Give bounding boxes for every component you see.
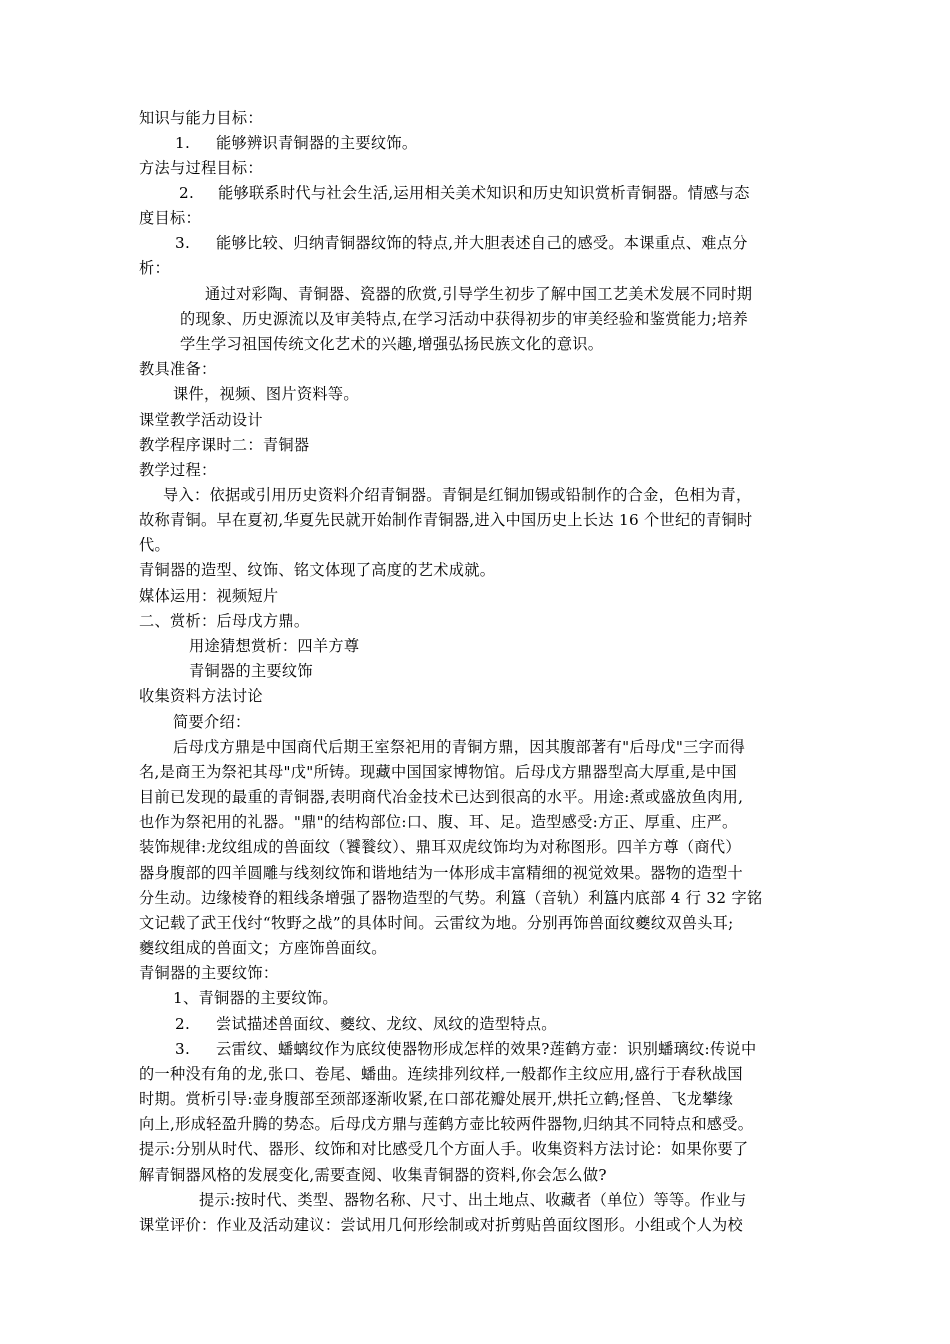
text-line: 尝试描述兽面纹、夔纹、龙纹、凤纹的造型特点。 [216,1015,557,1033]
heading-main-patterns: 青铜器的主要纹饰： [139,964,279,982]
text-line: 课件，视频、图片资料等。 [173,385,359,403]
text-line: 的一种没有角的龙,张口、卷尾、蟠曲。连续排列纹样,一般都作主纹应用,盛行于春秋战国 [139,1065,743,1083]
text-line: 云雷纹、蟠螭纹作为底纹使器物形成怎样的效果?莲鹤方壶：识别蟠璃纹:传说中 [216,1040,757,1058]
text-line: 夔纹组成的兽面文；方座饰兽面纹。 [139,939,387,957]
text-line: 也作为祭祀用的礼器。"鼎"的结构部位:口、腹、耳、足。造型感受:方正、厚重、庄严。 [139,813,738,831]
text-line: 向上,形成轻盈升腾的势态。后母戊方鼎与莲鹤方壶比较两件器物,归纳其不同特点和感受。 [139,1115,754,1133]
text-line: 能够辨识青铜器的主要纹饰。 [216,134,418,152]
text-line: 收集资料方法讨论 [139,687,263,705]
list-number: 1. [175,134,191,152]
text-line: 通过对彩陶、青铜器、瓷器的欣赏,引导学生初步了解中国工艺美术发展不同时期 [205,285,753,303]
goal-item-2 [179,181,750,205]
text-line: 1、青铜器的主要纹饰。 [173,989,338,1007]
goal-item-1 [175,131,417,155]
text-line: 课堂评价：作业及活动建议：尝试用几何形绘制或对折剪贴兽面纹图形。小组或个人为校 [139,1216,744,1234]
goal-item-3 [175,231,748,255]
text-line: 分生动。边缘棱脊的粗线条增强了器物造型的气势。利簋（音轨）利簋内底部 4 行 32 字铭 [139,889,763,907]
text-line: 装饰规律:龙纹组成的兽面纹（饕餮纹）、鼎耳双虎纹饰均为对称图形。四羊方尊（商代） [139,838,741,856]
list-number: 2. [179,184,195,202]
text-line: 器身腹部的四羊圆雕与线刻纹饰和谐地结为一体形成丰富精细的视觉效果。器物的造型十 [139,864,744,882]
list-number: 2. [175,1015,191,1033]
heading-activity-design: 课堂教学活动设计 [139,411,263,429]
text-line: 学生学习祖国传统文化艺术的兴趣,增强弘扬民族文化的意识。 [180,335,604,353]
heading-teaching-process: 教学过程： [139,461,217,479]
text-line: 析： [139,259,170,277]
heading-knowledge-goals: 知识与能力目标： [139,109,263,127]
text-line: 二、赏析：后母戊方鼎。 [139,612,310,630]
text-line: 目前已发现的最重的青铜器,表明商代冶金技术已达到很高的水平。用途:煮或盛放鱼肉用, [139,788,744,806]
text-line: 青铜器的主要纹饰 [189,662,313,680]
text-line: 媒体运用：视频短片 [139,587,279,605]
pattern-item-2 [175,1012,557,1036]
list-number: 3. [175,234,191,252]
text-line: 的现象、历史源流以及审美特点,在学习活动中获得初步的审美经验和鉴赏能力;培养 [180,310,749,328]
text-line: 提示:分别从时代、器形、纹饰和对比感受几个方面人手。收集资料方法讨论：如果你要了 [139,1140,749,1158]
text-line: 后母戊方鼎是中国商代后期王室祭祀用的青铜方鼎，因其腹部著有"后母戊"三字而得 [173,738,746,756]
list-number: 3. [175,1040,191,1058]
text-line: 提示:按时代、类型、器物名称、尺寸、出土地点、收藏者（单位）等等。作业与 [199,1191,747,1209]
text-line: 时期。赏析引导:壶身腹部至颈部逐渐收紧,在口部花瓣处展开,烘托立鹤;怪兽、飞龙攀缘 [139,1090,734,1108]
text-line: 文记载了武王伐纣“牧野之战”的具体时间。云雷纹为地。分别再饰兽面纹夔纹双兽头耳; [139,914,734,932]
text-line: 用途猜想赏析：四羊方尊 [189,637,360,655]
heading-lesson-two: 教学程序课时二：青铜器 [139,436,310,454]
pattern-item-3 [175,1037,756,1061]
text-line: 能够联系时代与社会生活,运用相关美术知识和历史知识赏析青铜器。情感与态 [218,184,750,202]
text-line: 能够比较、归纳青铜器纹饰的特点,并大胆表述自己的感受。本课重点、难点分 [216,234,748,252]
text-line: 故称青铜。早在夏初,华夏先民就开始制作青铜器,进入中国历史上长达 16 个世纪的青铜时 [139,511,753,529]
text-line: 解青铜器风格的发展变化,需要查阅、收集青铜器的资料,你会怎么做? [139,1166,607,1184]
text-line: 名,是商王为祭祀其母"戊"所铸。现藏中国国家博物馆。后母戊方鼎器型高大厚重,是中国 [139,763,737,781]
heading-method-goals: 方法与过程目标： [139,159,263,177]
text-line: 导入：依据或引用历史资料介绍青铜器。青铜是红铜加锡或铅制作的合金，色相为青， [163,486,752,504]
text-line: 简要介绍： [173,713,251,731]
text-line: 代。 [139,536,170,554]
text-line: 青铜器的造型、纹饰、铭文体现了高度的艺术成就。 [139,561,496,579]
heading-teaching-aids: 教具准备： [139,360,217,378]
text-line: 度目标： [139,209,201,227]
